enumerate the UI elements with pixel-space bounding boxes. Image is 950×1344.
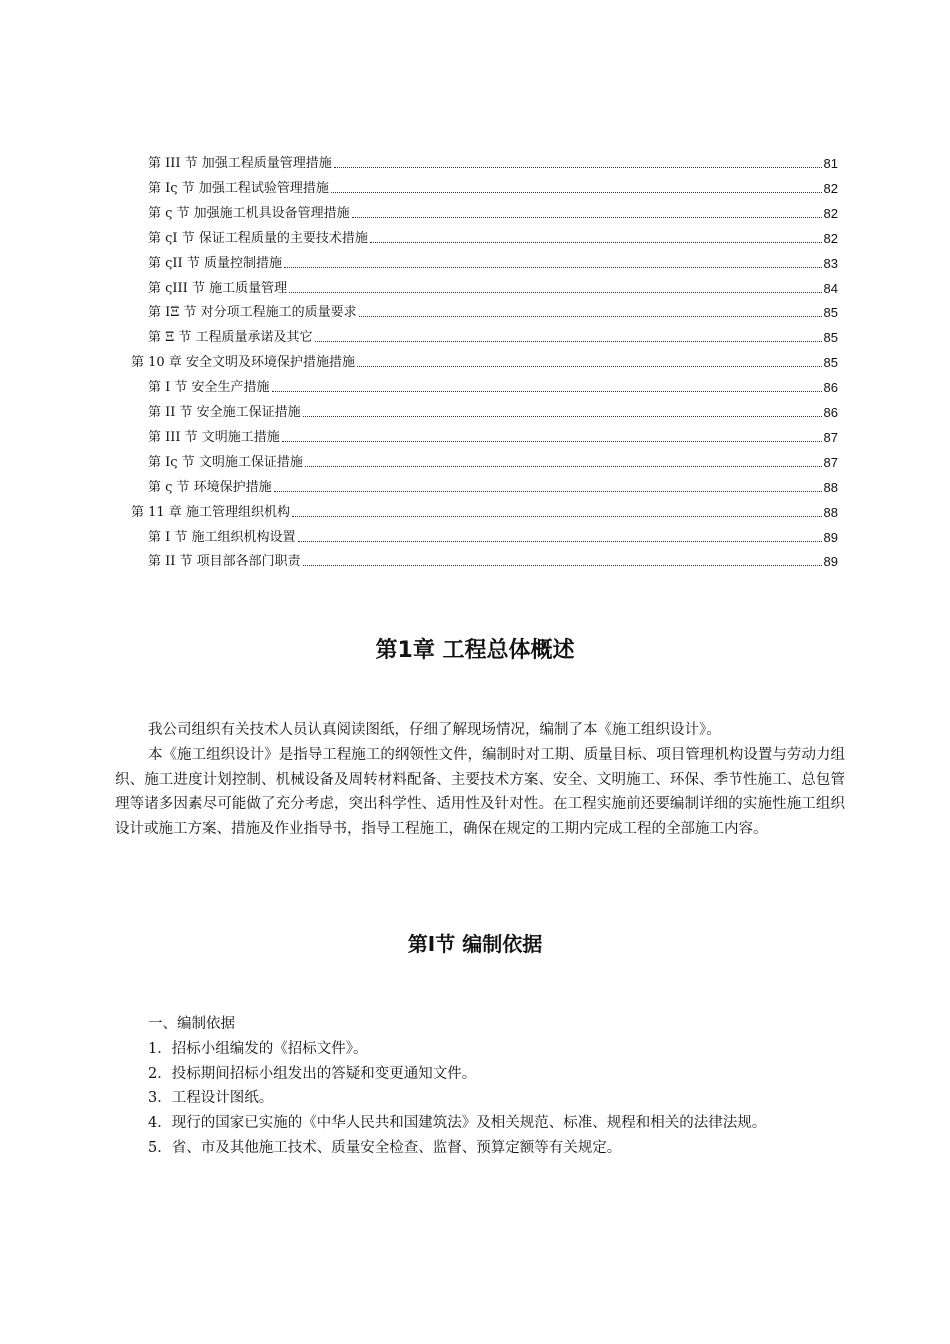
toc-entry-page: 87 — [823, 454, 838, 470]
toc-leader-dots — [284, 266, 822, 268]
toc-leader-dots — [303, 415, 822, 417]
toc-entry-page: 88 — [823, 479, 838, 495]
toc-leader-dots — [315, 340, 822, 342]
toc-entry[interactable] — [148, 449, 838, 471]
toc-entry-label: 第 I 节 安全生产措施 — [148, 380, 270, 396]
toc-leader-dots — [352, 216, 822, 218]
toc-entry[interactable] — [148, 548, 838, 570]
toc-entry-label: 第 Iς 节 文明施工保证措施 — [148, 454, 303, 470]
toc-entry[interactable] — [148, 250, 838, 272]
toc-leader-dots — [298, 540, 822, 542]
toc-entry[interactable] — [148, 424, 838, 446]
toc-entry[interactable] — [131, 499, 838, 521]
toc-entry-label: 第 10 章 安全文明及环境保护措施措施 — [131, 355, 355, 371]
toc-entry-page: 85 — [823, 355, 838, 371]
toc-entry-page: 82 — [823, 205, 838, 221]
toc-leader-dots — [272, 390, 822, 392]
toc-entry-label: 第 II 节 安全施工保证措施 — [148, 405, 301, 420]
toc-leader-dots — [305, 465, 822, 467]
intro-paragraph-2: 本《施工组织设计》是指导工程施工的纲领性文件，编制时对工期、质量目标、项目管理机构设置与劳动力组织、施工进度计划控制、机械设备及周转材料配备、主要技术方案、安全、文明施工、环保、季节性施工、总包管理等诸多因素尽可能做了充分考虑，突出科学性、适用性及针对性。在工程实施前还要编制详细的实施性施工组织设计或施工方案、措施及作业指导书，指导工程施工，确保在规定的工期内完成工程的全部施工内容。 — [115, 747, 845, 837]
toc-entry-page: 82 — [823, 180, 838, 196]
toc-entry-label: 第 ςIII 节 施工质量管理 — [148, 280, 288, 296]
basis-item-4: 4．现行的国家已实施的《中华人民共和国建筑法》及相关规范、标准、规程和相关的法律法规。 — [148, 1115, 767, 1132]
basis-item-5: 5．省、市及其他施工技术、质量安全检查、监督、预算定额等有关规定。 — [148, 1139, 622, 1156]
toc-leader-dots — [334, 166, 822, 168]
toc-leader-dots — [274, 490, 822, 492]
toc-leader-dots — [292, 515, 822, 517]
toc-leader-dots — [289, 291, 821, 293]
toc-entry-label: 第 ςI 节 保证工程质量的主要技术措施 — [148, 230, 368, 246]
toc-leader-dots — [359, 315, 822, 317]
toc-entry-page: 85 — [823, 305, 838, 321]
toc-entry-page: 84 — [823, 280, 838, 296]
toc-leader-dots — [282, 440, 822, 442]
toc-entry-page: 88 — [823, 504, 838, 520]
toc-leader-dots — [357, 365, 822, 367]
toc-entry-label: 第 II 节 项目部各部门职责 — [148, 554, 301, 570]
toc-entry-label: 第 III 节 文明施工措施 — [148, 429, 280, 445]
toc-entry-label: 第 11 章 施工管理组织机构 — [131, 504, 290, 520]
toc-entry[interactable] — [148, 275, 838, 297]
basis-list — [115, 1012, 845, 1161]
toc-entry-label: 第 IΞ 节 对分项工程施工的质量要求 — [148, 305, 357, 321]
toc-entry-label: 第 III 节 加强工程质量管理措施 — [148, 156, 332, 171]
toc-entry[interactable] — [148, 474, 838, 496]
toc-entry-page: 89 — [823, 529, 838, 545]
toc-entry[interactable] — [148, 399, 838, 421]
toc-entry[interactable] — [148, 324, 838, 346]
toc-entry[interactable] — [148, 374, 838, 396]
basis-item-3: 3．工程设计图纸。 — [148, 1090, 274, 1107]
basis-heading: 一、编制依据 — [148, 1016, 235, 1032]
toc-entry[interactable] — [148, 299, 838, 321]
toc-entry-page: 87 — [823, 429, 838, 445]
toc-entry[interactable] — [131, 349, 838, 371]
chapter-title: 第1章 工程总体概述 — [375, 638, 575, 663]
toc-leader-dots — [331, 191, 822, 193]
toc-entry[interactable] — [148, 225, 838, 247]
toc-entry-label: 第 ς 节 环境保护措施 — [148, 479, 272, 495]
toc-entry-page: 89 — [823, 554, 838, 570]
intro-paragraph-1: 我公司组织有关技术人员认真阅读图纸，仔细了解现场情况，编制了本《施工组织设计》。 — [148, 722, 721, 738]
toc-entry-page: 86 — [823, 405, 838, 420]
toc-leader-dots — [303, 564, 822, 566]
toc-entry-label: 第 Iς 节 加强工程试验管理措施 — [148, 180, 329, 196]
toc-entry-label: 第 ςII 节 质量控制措施 — [148, 255, 282, 271]
section-title: 第I节 编制依据 — [407, 932, 543, 956]
toc-entry[interactable] — [148, 200, 838, 222]
toc-entry-label: 第 ς 节 加强施工机具设备管理措施 — [148, 205, 350, 221]
toc-entry-label: 第 Ξ 节 工程质量承诺及其它 — [148, 330, 313, 346]
toc-leader-dots — [370, 241, 822, 243]
toc-entry-label: 第 I 节 施工组织机构设置 — [148, 529, 296, 545]
basis-item-1: 1．招标小组编发的《招标文件》。 — [148, 1040, 368, 1057]
toc-entry-page: 83 — [823, 255, 838, 271]
toc-entry-page: 85 — [823, 330, 838, 346]
toc-entry-page: 81 — [823, 156, 838, 171]
toc-entry[interactable] — [148, 150, 838, 172]
toc-entry-page: 86 — [823, 380, 838, 396]
toc-entry[interactable] — [148, 524, 838, 546]
basis-item-2: 2．投标期间招标小组发出的答疑和变更通知文件。 — [148, 1065, 477, 1082]
toc-entry[interactable] — [148, 175, 838, 197]
toc-entry-page: 82 — [823, 230, 838, 246]
